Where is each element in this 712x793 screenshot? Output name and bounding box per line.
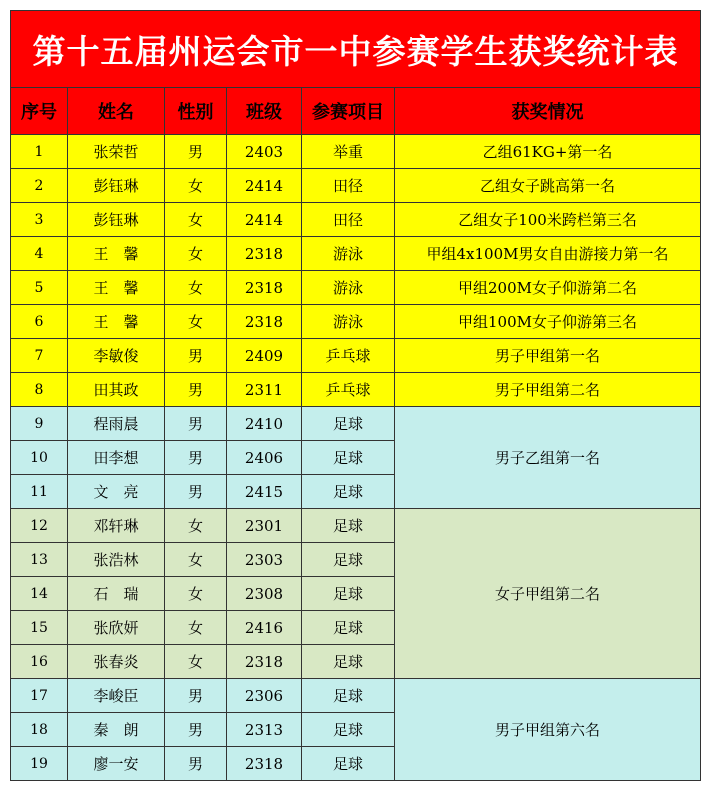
cell-gender: 女 [165,169,227,203]
cell-class: 2303 [227,543,302,577]
header-row [11,88,701,135]
cell-group-award: 男子甲组第六名 [395,679,701,781]
cell-class: 2403 [227,135,302,169]
cell-event: 足球 [302,747,395,781]
table-row [11,305,701,339]
cell-event: 游泳 [302,237,395,271]
cell-name: 李敏俊 [68,339,165,373]
cell-no: 8 [11,373,68,407]
cell-name: 王 馨 [68,271,165,305]
cell-no: 1 [11,135,68,169]
cell-name: 张欣妍 [68,611,165,645]
cell-class: 2406 [227,441,302,475]
cell-name: 彭钰琳 [68,169,165,203]
cell-class: 2311 [227,373,302,407]
cell-gender: 女 [165,645,227,679]
cell-name: 秦 朗 [68,713,165,747]
header-no: 序号 [11,88,68,135]
cell-gender: 女 [165,543,227,577]
cell-class: 2318 [227,645,302,679]
header-gender: 性别 [165,88,227,135]
cell-gender: 女 [165,305,227,339]
cell-gender: 男 [165,475,227,509]
cell-award: 甲组100M女子仰游第三名 [395,305,701,339]
cell-class: 2313 [227,713,302,747]
cell-gender: 女 [165,271,227,305]
cell-gender: 女 [165,509,227,543]
table-row [11,679,701,713]
cell-award: 乙组女子跳高第一名 [395,169,701,203]
cell-award: 男子甲组第一名 [395,339,701,373]
cell-award: 乙组女子100米跨栏第三名 [395,203,701,237]
table-row [11,373,701,407]
table-row [11,509,701,543]
cell-award: 乙组61KG+第一名 [395,135,701,169]
cell-event: 足球 [302,509,395,543]
cell-no: 15 [11,611,68,645]
cell-event: 足球 [302,441,395,475]
cell-name: 文 亮 [68,475,165,509]
cell-no: 14 [11,577,68,611]
cell-event: 足球 [302,611,395,645]
cell-name: 王 馨 [68,305,165,339]
cell-award: 甲组4x100M男女自由游接力第一名 [395,237,701,271]
cell-class: 2416 [227,611,302,645]
cell-event: 足球 [302,679,395,713]
table-row [11,169,701,203]
cell-event: 足球 [302,577,395,611]
cell-gender: 男 [165,135,227,169]
cell-no: 6 [11,305,68,339]
cell-class: 2414 [227,169,302,203]
cell-no: 19 [11,747,68,781]
cell-no: 13 [11,543,68,577]
cell-class: 2318 [227,237,302,271]
cell-event: 乒乓球 [302,339,395,373]
cell-group-award: 女子甲组第二名 [395,509,701,679]
cell-name: 李峻臣 [68,679,165,713]
cell-event: 举重 [302,135,395,169]
cell-name: 田李想 [68,441,165,475]
cell-name: 石 瑞 [68,577,165,611]
cell-gender: 女 [165,203,227,237]
cell-class: 2318 [227,747,302,781]
cell-name: 程雨晨 [68,407,165,441]
cell-name: 廖一安 [68,747,165,781]
cell-event: 田径 [302,203,395,237]
cell-class: 2318 [227,271,302,305]
cell-name: 张春炎 [68,645,165,679]
cell-event: 足球 [302,543,395,577]
cell-event: 游泳 [302,305,395,339]
cell-gender: 男 [165,339,227,373]
award-table [10,10,701,781]
cell-event: 足球 [302,475,395,509]
cell-event: 足球 [302,407,395,441]
cell-gender: 女 [165,611,227,645]
cell-event: 足球 [302,713,395,747]
cell-award: 男子甲组第二名 [395,373,701,407]
cell-gender: 男 [165,373,227,407]
cell-event: 田径 [302,169,395,203]
cell-event: 游泳 [302,271,395,305]
cell-no: 17 [11,679,68,713]
header-award: 获奖情况 [395,88,701,135]
table-row [11,135,701,169]
cell-no: 3 [11,203,68,237]
cell-class: 2409 [227,339,302,373]
cell-no: 11 [11,475,68,509]
table-title: 第十五届州运会市一中参赛学生获奖统计表 [11,11,701,88]
cell-event: 足球 [302,645,395,679]
cell-class: 2318 [227,305,302,339]
cell-no: 16 [11,645,68,679]
cell-class: 2415 [227,475,302,509]
table-row [11,339,701,373]
cell-event: 乒乓球 [302,373,395,407]
cell-class: 2414 [227,203,302,237]
cell-class: 2308 [227,577,302,611]
cell-name: 彭钰琳 [68,203,165,237]
table-row [11,271,701,305]
cell-name: 张浩林 [68,543,165,577]
cell-no: 7 [11,339,68,373]
cell-gender: 女 [165,577,227,611]
award-table-sheet [10,10,700,781]
cell-class: 2410 [227,407,302,441]
cell-gender: 男 [165,407,227,441]
cell-name: 张荣哲 [68,135,165,169]
table-row [11,237,701,271]
cell-class: 2306 [227,679,302,713]
table-row [11,203,701,237]
cell-no: 12 [11,509,68,543]
cell-group-award: 男子乙组第一名 [395,407,701,509]
cell-no: 5 [11,271,68,305]
cell-award: 甲组200M女子仰游第二名 [395,271,701,305]
cell-name: 邓轩琳 [68,509,165,543]
cell-class: 2301 [227,509,302,543]
cell-no: 2 [11,169,68,203]
cell-name: 王 馨 [68,237,165,271]
cell-no: 10 [11,441,68,475]
cell-gender: 女 [165,237,227,271]
table-row [11,407,701,441]
cell-name: 田其政 [68,373,165,407]
header-name: 姓名 [68,88,165,135]
cell-no: 18 [11,713,68,747]
cell-no: 4 [11,237,68,271]
cell-gender: 男 [165,679,227,713]
cell-no: 9 [11,407,68,441]
header-event: 参赛项目 [302,88,395,135]
cell-gender: 男 [165,713,227,747]
cell-gender: 男 [165,441,227,475]
header-class: 班级 [227,88,302,135]
cell-gender: 男 [165,747,227,781]
